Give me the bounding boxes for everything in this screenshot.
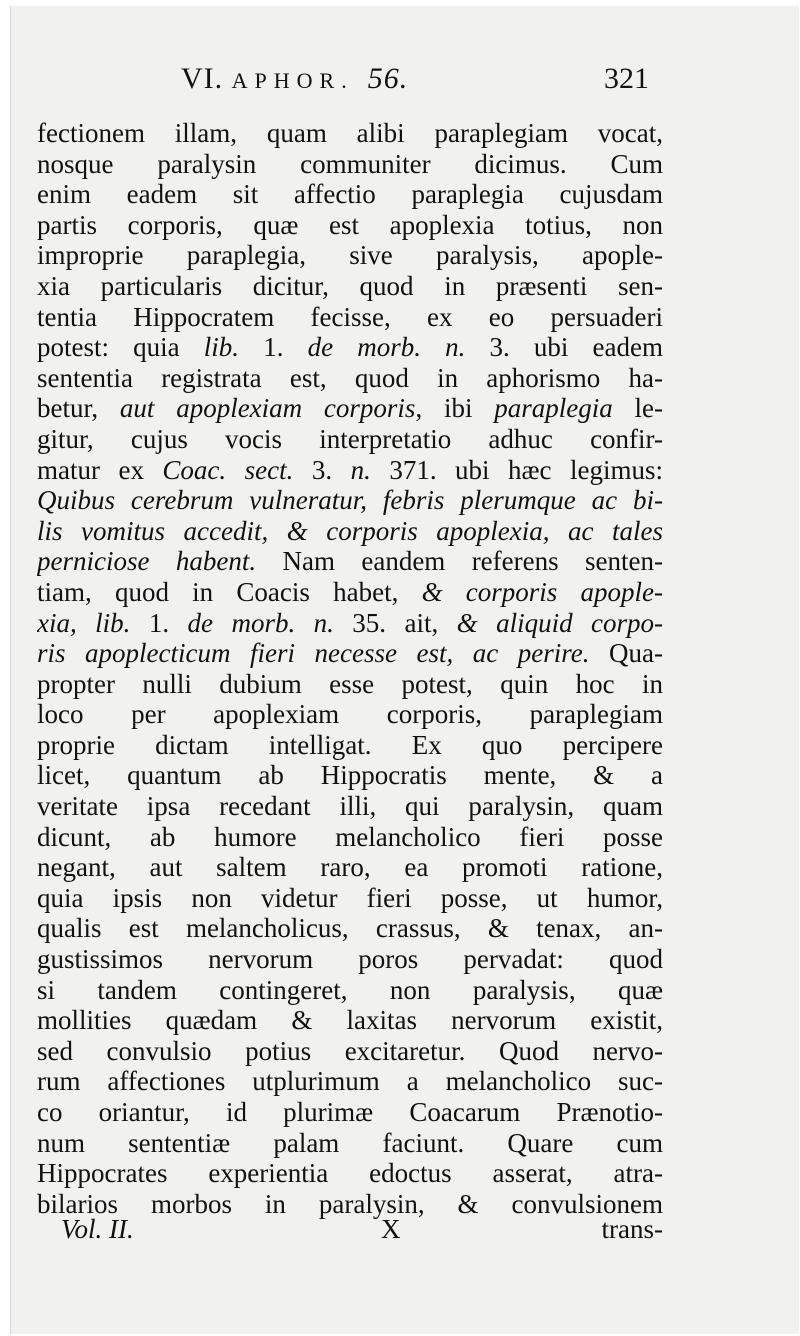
text-line: [37, 363, 663, 394]
text-segment: potest: quia: [37, 332, 204, 363]
text-line: [37, 546, 663, 577]
text-segment: 3. ubi eadem: [465, 332, 663, 363]
italic-segment: & aliquid corpo-: [456, 607, 663, 638]
text-segment: 35. ait,: [333, 607, 457, 638]
italic-segment: xia, lib.: [37, 607, 131, 638]
text-segment: xia particularis dicitur, quod in præsenti sen-: [37, 270, 663, 301]
text-line: [37, 271, 663, 302]
text-segment: co oriantur, id plurimæ Coacarum Prænotio-: [37, 1097, 663, 1127]
text-segment: sed convulsio potius excitaretur. Quod nervo-: [37, 1035, 663, 1066]
text-segment: improprie paraplegia, sive paralysis, apople-: [37, 240, 663, 271]
text-segment: Qua-: [589, 638, 663, 669]
text-line: [37, 1005, 663, 1036]
text-line: [37, 883, 663, 914]
catchword: trans-: [601, 1214, 663, 1244]
text-line: [37, 638, 663, 669]
text-line: [37, 302, 663, 333]
text-segment: nosque paralysin communiter dicimus. Cum: [37, 148, 663, 179]
signature-mark: X: [381, 1214, 401, 1244]
italic-segment: paraplegia: [494, 393, 613, 424]
text-segment: quia ipsis non videtur fieri posse, ut humor,: [37, 882, 663, 913]
text-segment: partis corporis, quæ est apoplexia totius, non: [37, 209, 663, 240]
text-segment: 3.: [293, 454, 351, 485]
text-line: [37, 516, 663, 547]
text-segment: tentia Hippocratem fecisse, ex eo persuaderi: [37, 301, 663, 332]
aphorism-number: 56.: [367, 62, 409, 95]
italic-segment: lib.: [203, 332, 240, 363]
italic-segment: de morb. n.: [187, 607, 334, 638]
text-segment: Nam eandem referens senten-: [256, 546, 663, 577]
running-title: [181, 62, 408, 96]
text-line: [37, 332, 663, 363]
italic-segment: lis vomitus accedit, & corporis apoplexia, ac tales: [37, 515, 663, 546]
text-line: [37, 1097, 663, 1128]
italic-segment: ris apoplecticum fieri necesse est, ac perire.: [37, 638, 590, 669]
text-segment: gustissimos nervorum poros pervadat: quod: [37, 944, 663, 975]
text-segment: Hippocrates experientia edoctus asserat, atra-: [37, 1158, 663, 1189]
text-segment: propter nulli dubium esse potest, quin hoc in: [37, 668, 663, 699]
text-segment: le-: [612, 393, 663, 424]
text-segment: , ibi: [415, 393, 495, 424]
text-segment: si tandem contingeret, non paralysis, quæ: [37, 974, 663, 1005]
text-line: [37, 210, 663, 241]
text-segment: rum affectiones utplurimum a melancholico suc-: [37, 1066, 663, 1097]
text-segment: dicunt, ab humore melancholico fieri posse: [37, 821, 663, 852]
italic-segment: Quibus cerebrum vulneratur, febris plerumque ac bi-: [37, 485, 663, 516]
text-line: [37, 393, 663, 424]
italic-segment: Coac. sect.: [162, 454, 294, 485]
text-segment: tiam, quod in Coacis habet,: [37, 576, 422, 607]
text-line: [37, 608, 663, 639]
text-line: [37, 1128, 663, 1159]
text-line: [37, 240, 663, 271]
text-segment: bilarios morbos in paralysin, & convulsionem: [37, 1188, 663, 1219]
text-segment: 1.: [130, 607, 188, 638]
page-footer: [61, 1214, 663, 1250]
text-line: [37, 913, 663, 944]
text-line: [37, 852, 663, 883]
text-line: [37, 424, 663, 455]
text-line: [37, 1036, 663, 1067]
italic-segment: de morb. n.: [307, 332, 466, 363]
text-segment: licet, quantum ab Hippocratis mente, & a: [37, 760, 663, 791]
text-line: [37, 975, 663, 1006]
text-segment: mollities quædam & laxitas nervorum existit,: [37, 1005, 663, 1036]
running-prefix: VI.: [181, 62, 224, 95]
text-segment: 1.: [239, 332, 308, 363]
text-segment: gitur, cujus vocis interpretatio adhuc confir-: [37, 423, 663, 454]
text-line: [37, 1066, 663, 1097]
italic-segment: n.: [350, 454, 371, 485]
running-title-text: APHOR.: [231, 68, 354, 93]
page-number: 321: [604, 62, 649, 95]
text-segment: betur,: [37, 393, 120, 424]
text-line: [37, 730, 663, 761]
text-line: [37, 669, 663, 700]
italic-segment: & corporis apople-: [421, 576, 663, 607]
body-text: [37, 118, 663, 1219]
text-line: [37, 118, 663, 149]
book-page: [10, 6, 799, 1334]
text-line: [37, 1158, 663, 1189]
italic-segment: aut apoplexiam corporis: [119, 393, 416, 424]
text-line: [37, 791, 663, 822]
text-line: [37, 485, 663, 516]
text-segment: negant, aut saltem raro, ea promoti ratione,: [37, 852, 663, 883]
volume-label: Vol. II.: [61, 1214, 134, 1244]
text-line: [37, 944, 663, 975]
text-segment: sententia registrata est, quod in aphorismo ha-: [37, 362, 663, 393]
text-segment: proprie dictam intelligat. Ex quo percipere: [37, 729, 663, 760]
text-line: [37, 822, 663, 853]
text-segment: veritate ipsa recedant illi, qui paralysin, quam: [37, 791, 663, 822]
text-segment: qualis est melancholicus, crassus, & tenax, an-: [37, 913, 663, 944]
text-segment: num sententiæ palam faciunt. Quare cum: [37, 1127, 663, 1158]
text-segment: loco per apoplexiam corporis, paraplegiam: [37, 699, 663, 730]
text-line: [37, 149, 663, 180]
text-line: [37, 455, 663, 486]
text-segment: 371. ubi hæc legimus:: [370, 454, 663, 485]
text-line: [37, 699, 663, 730]
text-segment: fectionem illam, quam alibi paraplegiam vocat,: [37, 118, 663, 148]
text-segment: enim eadem sit affectio paraplegia cujusdam: [37, 179, 663, 210]
text-line: [37, 577, 663, 608]
text-line: [37, 760, 663, 791]
text-segment: matur ex: [37, 454, 163, 485]
italic-segment: perniciose habent.: [37, 546, 257, 577]
text-line: [37, 179, 663, 210]
running-header: [11, 62, 799, 102]
